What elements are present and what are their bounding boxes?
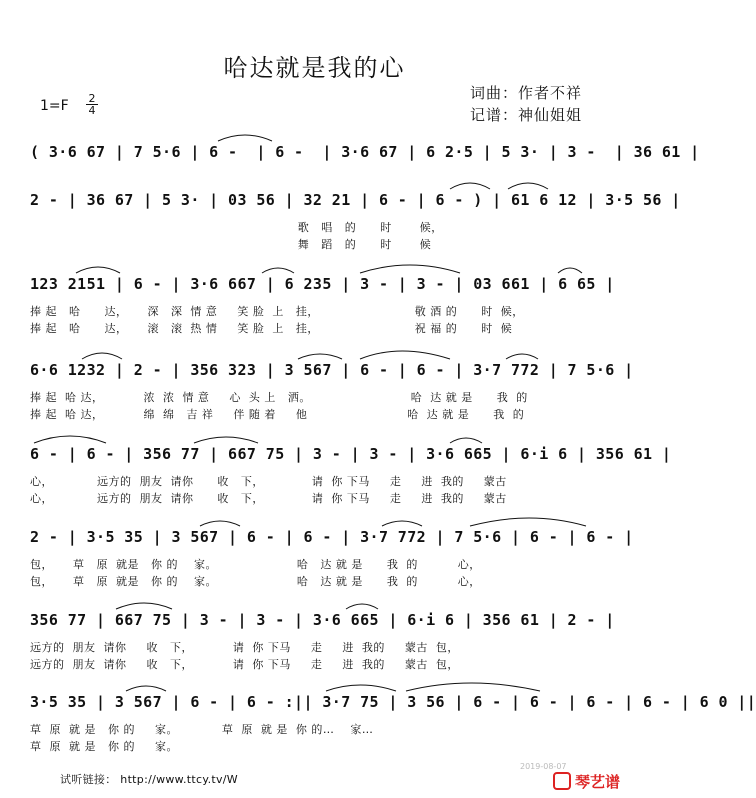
slur-marks (30, 512, 590, 528)
slur-marks (30, 345, 590, 361)
time-signature (86, 93, 98, 116)
notation-line: 123 2151 | 6 - | 3·6 667 | 6 235 | 3 - | 3 - | 03 661 | 6 65 | (30, 275, 615, 293)
slur-marks (30, 127, 590, 143)
logo-text: 琴艺谱 (575, 773, 621, 791)
lyrics-verse-2: 捧 起 哈 达， 绵 绵 吉 祥 伴 随 着 他 哈 达 就 是 我 的 (30, 408, 525, 421)
lyrics-verse-1: 捧 起 哈 达， 深 深 情 意 笑 脸 上 挂， 敬 酒 的 时 候， (30, 305, 524, 318)
lyrics-verse-1: 包， 草 原 就是 你 的 家。 哈 达 就 是 我 的 心， (30, 558, 481, 571)
lyrics-verse-1: 歌 唱 的 时 候， (30, 221, 443, 234)
logo-icon (553, 772, 571, 790)
time-sig-top: 2 (88, 92, 96, 105)
slur-marks (30, 429, 590, 445)
transcriber-credit: 记谱：神仙姐姐 (470, 106, 583, 124)
notation-line: 6·6 1232 | 2 - | 356 323 | 3 567 | 6 - | 6 - | 3·7 772 | 7 5·6 | (30, 361, 634, 379)
notation-line: 6 - | 6 - | 356 77 | 667 75 | 3 - | 3 - | 3·6 665 | 6·i 6 | 356 61 | (30, 445, 672, 463)
lyrics-verse-2: 舞 蹈 的 时 候 (30, 238, 432, 251)
time-sig-bottom: 4 (86, 104, 98, 116)
song-title: 哈达就是我的心 (223, 54, 406, 82)
lyrics-verse-2: 心， 远方的 朋友 请你 收 下， 请 你 下马 走 进 我的 蒙古 (30, 492, 507, 505)
lyrics-verse-1: 心， 远方的 朋友 请你 收 下， 请 你 下马 走 进 我的 蒙古 (30, 475, 507, 488)
lyrics-verse-2: 远方的 朋友 请你 收 下， 请 你 下马 走 进 我的 蒙古 包， (30, 658, 459, 671)
slur-marks (30, 259, 590, 275)
lyrics-verse-2: 包， 草 原 就是 你 的 家。 哈 达 就 是 我 的 心， (30, 575, 481, 588)
notation-line: 3·5 35 | 3 567 | 6 - | 6 - :|| 3·7 75 | 3 56 | 6 - | 6 - | 6 - | 6 - | 6 0 || (30, 693, 756, 711)
slur-marks (30, 175, 590, 191)
lyrics-verse-1: 草 原 就 是 你 的 家。 草 原 就 是 你 的… 家… (30, 723, 374, 736)
lyrics-verse-2: 草 原 就 是 你 的 家。 (30, 740, 178, 753)
lyrics-verse-1: 捧 起 哈 达， 浓 浓 情 意 心 头 上 洒。 哈 达 就 是 我 的 (30, 391, 528, 404)
slur-marks (30, 677, 590, 693)
key-signature: 1=F (40, 98, 69, 114)
notation-line: ( 3·6 67 | 7 5·6 | 6 - | 6 - | 3·6 67 | 6 2·5 | 5 3· | 3 - | 36 61 | (30, 143, 700, 161)
notation-line: 356 77 | 667 75 | 3 - | 3 - | 3·6 665 | 6·i 6 | 356 61 | 2 - | (30, 611, 615, 629)
listen-link[interactable]: 试听链接： http://www.ttcy.tv/W (60, 773, 238, 786)
site-logo[interactable] (553, 770, 625, 792)
composer-credit: 词曲：作者不祥 (470, 84, 583, 102)
notation-line: 2 - | 36 67 | 5 3· | 03 56 | 32 21 | 6 - | 6 - ) | 61 6 12 | 3·5 56 | (30, 191, 681, 209)
date-watermark: 2019-08-07 (520, 762, 567, 771)
lyrics-verse-1: 远方的 朋友 请你 收 下， 请 你 下马 走 进 我的 蒙古 包， (30, 641, 459, 654)
lyrics-verse-2: 捧 起 哈 达， 滚 滚 热 情 笑 脸 上 挂， 祝 福 的 时 候 (30, 322, 513, 335)
slur-marks (30, 595, 590, 611)
notation-line: 2 - | 3·5 35 | 3 567 | 6 - | 6 - | 3·7 772 | 7 5·6 | 6 - | 6 - | (30, 528, 634, 546)
